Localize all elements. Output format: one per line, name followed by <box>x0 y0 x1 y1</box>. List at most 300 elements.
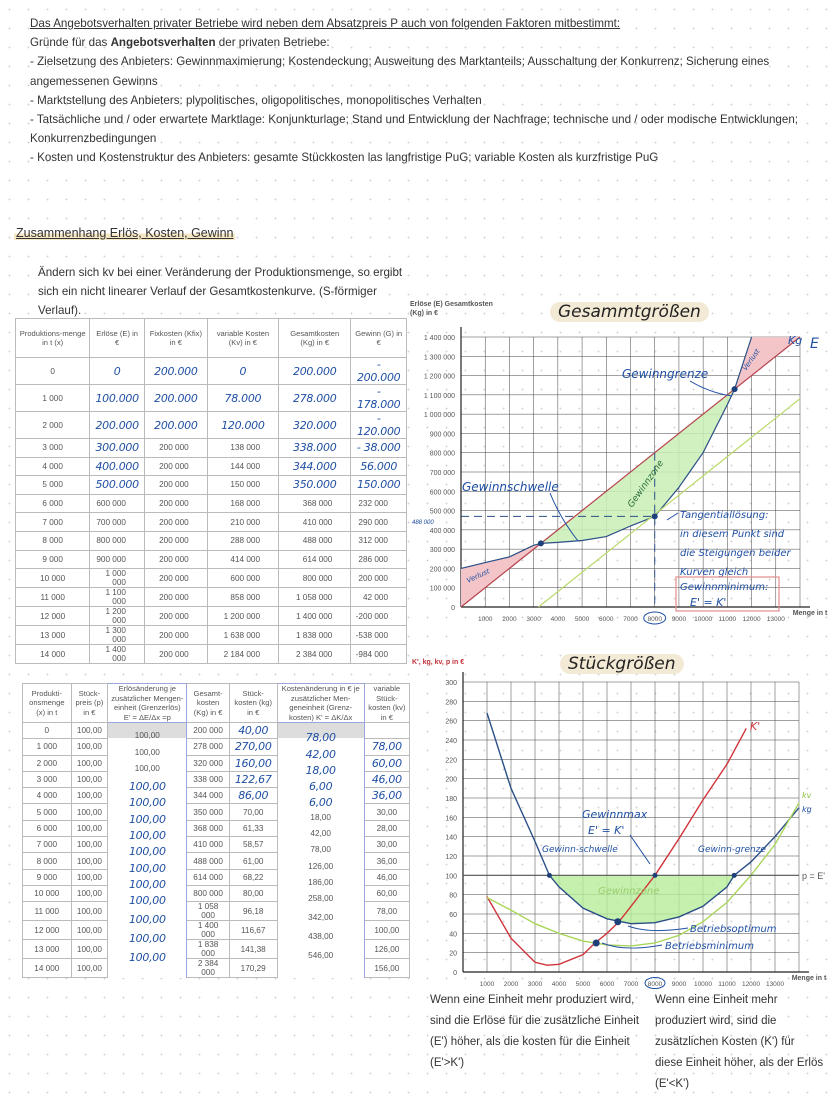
table-cell: 210 000 <box>207 513 278 532</box>
annotation: kg <box>802 805 812 814</box>
unit-chart-title: Stückgrößen <box>560 654 684 674</box>
annotation: Gewinnminimum: <box>680 582 769 593</box>
table-cell: 4 000 <box>16 457 90 476</box>
table-row <box>16 513 407 532</box>
table-cell-x: 1 000 <box>23 739 72 755</box>
y-tick-label: 200 000 <box>429 566 455 574</box>
annotation: Verlust <box>741 347 762 373</box>
y-tick-label: 20 <box>449 950 457 958</box>
table-cell: 0 <box>207 358 278 385</box>
table-cell-p: 100,00 <box>71 820 108 836</box>
annotation: Kurven gleich <box>680 567 749 578</box>
y-tick-label: 0 <box>453 970 457 977</box>
table-cell-kg: 141,38 <box>229 940 277 959</box>
total-values-table <box>15 318 407 664</box>
column-header: Erlösänderung je zusätzlicher Mengen-einheit (Grenzerlös) E' = ΔE/Δx =p <box>108 684 187 723</box>
reason-item: - Zielsetzung des Anbieters: Gewinnmaximierung; Kostendeckung; Ausweitung des Marktanteils; Ausschaltung der Konkurrenz; Sicherung eines angemessenen Gewinns <box>30 55 770 88</box>
table-cell: 14 000 <box>16 645 90 664</box>
table-cell-kv: 60,00 <box>364 885 409 901</box>
x-tick-label: 10000 <box>693 981 713 988</box>
y-tick-label: 180 <box>445 796 457 803</box>
table-cell-kg_total: 350 000 <box>187 804 229 820</box>
annotation: kv <box>802 791 812 800</box>
table-cell-kg: 96,18 <box>229 902 277 921</box>
table-cell-kv: 100,00 <box>364 921 409 940</box>
table-cell: 614 000 <box>279 550 351 569</box>
table-cell: 320.000 <box>279 412 351 439</box>
annotation: Gewinn-grenze <box>698 845 766 855</box>
marginal-value: 100,00 <box>128 932 166 946</box>
table-cell-kv: 78,00 <box>364 739 409 755</box>
marginal-value: 100,00 <box>128 877 166 891</box>
table-cell-kg_total: 338 000 <box>187 771 229 787</box>
table-cell: - 178.000 <box>351 385 407 412</box>
section-title: Zusammenhang Erlös, Kosten, Gewinn <box>16 226 234 240</box>
table-cell-kv: 126,00 <box>364 940 409 959</box>
y-tick-label: 600 000 <box>429 489 455 497</box>
y-tick-label: 140 <box>445 834 457 842</box>
table-cell: 100.000 <box>90 385 145 412</box>
table-cell-p: 100,00 <box>71 869 108 885</box>
y-tick-label: 100 <box>445 873 457 881</box>
x-axis-label: Menge in t <box>791 975 827 982</box>
table-cell-x: 2 000 <box>23 755 72 771</box>
arrow <box>667 513 678 520</box>
marginal-value: 18,00 <box>305 763 336 777</box>
y-marker: 488 000 <box>412 520 434 526</box>
table-cell-x: 5 000 <box>23 804 72 820</box>
x-tick-label: 4000 <box>551 981 567 988</box>
table-cell-k <box>277 951 364 978</box>
table-cell: 1 000 000 <box>90 569 145 588</box>
table-cell: 200 000 <box>144 494 207 513</box>
x-tick-label: 11000 <box>718 981 736 988</box>
table-cell-kg: 170,29 <box>229 959 277 978</box>
x-tick-label: 3000 <box>527 981 543 988</box>
y-tick-label: 800 000 <box>429 450 455 458</box>
table-cell-x: 10 000 <box>23 885 72 901</box>
reason-item: - Kosten und Kostenstruktur des Anbieters: gesamte Stückkosten las langfristige PuG; variable Kosten als kurzfristige PuG <box>30 151 659 165</box>
table-cell-kv: 46,00 <box>364 869 409 885</box>
y-tick-label: 120 <box>445 854 457 861</box>
table-cell-p: 100,00 <box>71 940 108 959</box>
y-tick-label: 260 <box>445 718 457 726</box>
total-chart <box>410 298 828 628</box>
table-cell: 200.000 <box>90 412 145 439</box>
table-cell: 200 000 <box>351 569 407 588</box>
section-paragraph: Ändern sich kv bei einer Veränderung der Produktionsmenge, so ergibt sich ein nicht linearer Verlauf der Gesamtkostenkurve. (S-förmiger Verlauf). <box>38 266 403 317</box>
table-cell-kg: 61,00 <box>229 853 277 869</box>
table-cell-kg: 122,67 <box>229 771 277 787</box>
marginal-value: 546,00 <box>308 951 334 961</box>
column-header: Stück-preis (p) in € <box>71 684 108 723</box>
table-cell: 200 000 <box>144 531 207 550</box>
x-tick-label: 12000 <box>741 981 761 988</box>
table-cell: 200 000 <box>144 513 207 532</box>
column-header: Kostenänderung in € je zusätzlicher Men-geneinheit (Grenz-kosten) K' = ΔK/Δx <box>277 684 364 723</box>
table-cell: 1 000 <box>16 385 90 412</box>
column-header: Gesamtkosten (Kg) in € <box>279 319 351 358</box>
table-cell: 0 <box>90 358 145 385</box>
table-cell: 1 838 000 <box>279 626 351 645</box>
table-cell-p: 100,00 <box>71 902 108 921</box>
table-row <box>16 569 407 588</box>
table-cell: 10 000 <box>16 569 90 588</box>
table-cell: 368 000 <box>279 494 351 513</box>
table-cell: 300.000 <box>90 439 145 458</box>
table-row <box>16 385 407 412</box>
table-cell: 288 000 <box>207 531 278 550</box>
table-cell-kg_total: 1 838 000 <box>187 940 229 959</box>
table-cell-e <box>108 951 187 978</box>
y-tick-label: 1 000 000 <box>423 412 455 420</box>
key-point <box>732 386 738 392</box>
table-cell-kg: 61,33 <box>229 820 277 836</box>
unit-chart-svg <box>410 652 828 992</box>
y-tick-label: 0 <box>451 605 455 612</box>
key-point <box>653 873 658 878</box>
y-tick-label: 200 <box>445 776 457 784</box>
y-tick-label: 1 400 000 <box>423 335 455 342</box>
marginal-value: 100,00 <box>128 845 166 859</box>
x-tick-label: 12000 <box>742 616 761 623</box>
x-tick-label: 2000 <box>503 981 519 988</box>
marginal-value: 100,00 <box>134 731 160 741</box>
x-tick-label: 10000 <box>694 616 713 623</box>
y-tick-label: 300 000 <box>429 547 455 555</box>
table-cell: 400.000 <box>90 457 145 476</box>
table-cell-kg: 86,00 <box>229 788 277 804</box>
table-cell: 344.000 <box>279 457 351 476</box>
x-tick-label: 1000 <box>479 981 495 988</box>
y-tick-label: 1 200 000 <box>423 373 455 381</box>
table-cell-kg_total: 410 000 <box>187 837 229 853</box>
table-cell-x: 6 000 <box>23 820 72 836</box>
table-cell: 42 000 <box>351 588 407 607</box>
y-tick-label: 280 <box>445 699 457 707</box>
column-header: Gesamt-kosten (Kg) in € <box>187 684 229 723</box>
table-cell-p: 100,00 <box>71 739 108 755</box>
column-header: Erlöse (E) in € <box>90 319 145 358</box>
table-cell: 200 000 <box>144 439 207 458</box>
table-cell-kv: 36,00 <box>364 788 409 804</box>
reasons-suffix: der privaten Betriebe: <box>215 36 330 50</box>
table-cell: 200.000 <box>144 412 207 439</box>
table-row <box>16 550 407 569</box>
table-cell: 1 100 000 <box>90 588 145 607</box>
note-right: Wenn eine Einheit mehr produziert wird, sind die zusätzlichen Kosten (K') für diese Einheit höher, als der Erlös (E'<K') <box>655 994 824 1090</box>
annotation: Gewinnschwelle <box>462 480 559 494</box>
table-cell: 120.000 <box>207 412 278 439</box>
annotation: E' = K' <box>690 596 727 609</box>
reasons-bold: Angebotsverhalten <box>110 36 216 50</box>
table-cell: 56.000 <box>351 457 407 476</box>
table-cell: 500.000 <box>90 476 145 495</box>
table-cell: 800 000 <box>279 569 351 588</box>
y-tick-label: 60 <box>449 912 457 919</box>
table-cell: -538 000 <box>351 626 407 645</box>
table-cell-kg: 270,00 <box>229 739 277 755</box>
table-cell: 700 000 <box>90 513 145 532</box>
table-cell: 168 000 <box>207 494 278 513</box>
marginal-value: 100,00 <box>134 747 160 757</box>
table-cell: - 38.000 <box>351 439 407 458</box>
table-cell: 800 000 <box>90 531 145 550</box>
table-cell: 200.000 <box>279 358 351 385</box>
table-row <box>16 412 407 439</box>
table-cell: 286 000 <box>351 550 407 569</box>
table-cell-kv: 36,00 <box>364 853 409 869</box>
table-cell: 232 000 <box>351 494 407 513</box>
table-cell-x: 11 000 <box>23 902 72 921</box>
column-header: variable Kosten (Kv) in € <box>207 319 278 358</box>
x-tick-label: 9000 <box>671 616 687 623</box>
table-cell-x: 7 000 <box>23 837 72 853</box>
table-cell: 338.000 <box>279 439 351 458</box>
table-cell: 200 000 <box>144 476 207 495</box>
table-cell: 1 200 000 <box>207 607 278 626</box>
x-tick-label: 4000 <box>550 616 566 623</box>
intro-heading: Das Angebotsverhalten privater Betriebe wird neben dem Absatzpreis P auch von folgenden Faktoren mitbestimmt: <box>30 17 621 30</box>
x-tick-label: 3000 <box>526 616 541 623</box>
table-cell: 150 000 <box>207 476 278 495</box>
x-axis-label: Menge in t <box>792 610 828 617</box>
table-cell: 600 000 <box>207 569 278 588</box>
table-cell-p: 100,00 <box>71 921 108 940</box>
key-point <box>538 540 544 546</box>
marginal-value: 100,00 <box>128 812 166 826</box>
table-cell-x: 13 000 <box>23 940 72 959</box>
y-tick-label: 700 000 <box>429 470 455 477</box>
x-tick-label: 1000 <box>477 616 493 623</box>
table-cell: 1 638 000 <box>207 626 278 645</box>
reasons-line <box>30 33 810 52</box>
column-header: variable Stück-kosten (kv) in € <box>364 684 409 723</box>
annotation: Kg <box>788 334 803 347</box>
x-tick-label: 2000 <box>502 616 517 623</box>
table-cell-kg: 58,57 <box>229 837 277 853</box>
gain-zone-area <box>549 875 734 923</box>
annotation: E' = K' <box>588 824 625 837</box>
table-cell-kv: 78,00 <box>364 902 409 921</box>
table-cell: 200.000 <box>144 358 207 385</box>
table-cell: 6 000 <box>16 494 90 513</box>
marginal-value: 18,00 <box>310 812 331 822</box>
table-cell: 13 000 <box>16 626 90 645</box>
annotation: Gewinnmax <box>582 808 648 821</box>
table-cell: 312 000 <box>351 531 407 550</box>
table-cell: 200 000 <box>144 569 207 588</box>
table-cell-kg_total: 278 000 <box>187 739 229 755</box>
marginal-value: 42,00 <box>305 747 336 761</box>
table-row <box>16 358 407 385</box>
x-tick-label: 6000 <box>599 981 615 988</box>
annotation: Gewinnzone <box>626 458 667 510</box>
table-row <box>16 626 407 645</box>
marginal-value: 342,00 <box>308 913 334 923</box>
total-chart-svg <box>410 298 828 628</box>
marginal-value: 100,00 <box>134 763 160 773</box>
table-cell-x: 12 000 <box>23 921 72 940</box>
x-tick-label: 5000 <box>575 981 591 988</box>
table-cell: 200 000 <box>144 626 207 645</box>
table-cell: 2 184 000 <box>207 645 278 664</box>
table-cell: 78.000 <box>207 385 278 412</box>
table-cell-kg_total: 1 400 000 <box>187 921 229 940</box>
table-cell-kv: 30,00 <box>364 804 409 820</box>
y-tick-label: 40 <box>449 931 457 939</box>
annotation: Gewinngrenze <box>622 367 709 381</box>
key-point <box>547 873 552 878</box>
table-cell: 1 400 000 <box>279 607 351 626</box>
annotation: Betriebsoptimum <box>690 924 777 935</box>
x-tick-label: 9000 <box>671 981 687 988</box>
table-cell-kv: 28,00 <box>364 820 409 836</box>
table-row <box>16 588 407 607</box>
x-tick-label: 5000 <box>574 616 590 623</box>
column-header: Stück-kosten (kg) in € <box>229 684 277 723</box>
total-chart-y-axis-label: Erlöse (E) Gesamtkosten (Kg) in € <box>410 301 493 317</box>
table-cell: 200.000 <box>144 385 207 412</box>
table-cell: 290 000 <box>351 513 407 532</box>
table-row <box>16 439 407 458</box>
table-cell-kg: 40,00 <box>229 723 277 739</box>
x-tick-label: 7000 <box>623 616 638 623</box>
x-tick-label: 13000 <box>765 981 785 988</box>
table-cell-p: 100,00 <box>71 959 108 978</box>
table-cell: 1 200 000 <box>90 607 145 626</box>
table-cell: -200 000 <box>351 607 407 626</box>
marginal-value: 100,00 <box>128 861 166 875</box>
table-cell: 12 000 <box>16 607 90 626</box>
y-tick-label: 300 <box>445 680 457 687</box>
marginal-value: 100,00 <box>128 913 166 927</box>
arrow <box>630 835 650 864</box>
y-tick-label: 1 300 000 <box>423 354 455 362</box>
y-axis-label: K', kg, kv, p in € <box>412 659 465 666</box>
marginal-value: 100,00 <box>128 951 166 965</box>
marginal-value: 100,00 <box>128 796 166 810</box>
table-cell: 8 000 <box>16 531 90 550</box>
column-header: Gewinn (G) in € <box>351 319 407 358</box>
table-cell: 278.000 <box>279 385 351 412</box>
y-tick-label: 1 100 000 <box>423 392 455 400</box>
table-cell-kg_total: 320 000 <box>187 755 229 771</box>
column-header: Produkti-onsmenge (x) in t <box>23 684 72 723</box>
marginal-value: 6,00 <box>309 796 333 810</box>
table-cell: 144 000 <box>207 457 278 476</box>
marginal-value: 100,00 <box>128 829 166 843</box>
annotation: Verlust <box>465 567 491 585</box>
y-tick-label: 100 000 <box>429 585 455 593</box>
y-tick-label: 240 <box>445 738 457 745</box>
table-cell: 414 000 <box>207 550 278 569</box>
y-tick-label: 160 <box>445 815 457 823</box>
unit-chart <box>410 652 828 992</box>
table-cell-p: 100,00 <box>71 755 108 771</box>
table-cell-p: 100,00 <box>71 804 108 820</box>
key-point <box>614 918 621 925</box>
table-cell: 200 000 <box>144 457 207 476</box>
table-cell-x: 8 000 <box>23 853 72 869</box>
table-cell: 2 000 <box>16 412 90 439</box>
table-cell: 11 000 <box>16 588 90 607</box>
table-cell: 900 000 <box>90 550 145 569</box>
marginal-value: 78,00 <box>310 845 331 855</box>
table-row <box>16 531 407 550</box>
table-cell-kg: 68,22 <box>229 869 277 885</box>
table-row <box>23 959 410 978</box>
marginal-value: 6,00 <box>309 780 333 794</box>
table-cell: 5 000 <box>16 476 90 495</box>
table-cell: 410 000 <box>279 513 351 532</box>
table-cell: 9 000 <box>16 550 90 569</box>
x-tick-label: 8000 <box>647 981 663 988</box>
table-cell-x: 3 000 <box>23 771 72 787</box>
table-cell-kg_total: 200 000 <box>187 723 229 739</box>
table-cell-kg: 70,00 <box>229 804 277 820</box>
table-cell: 600 000 <box>90 494 145 513</box>
reasons-prefix: Gründe für das <box>30 36 111 50</box>
table-cell-kv <box>364 723 409 739</box>
table-cell: 200 000 <box>144 550 207 569</box>
table-cell-kg_total: 344 000 <box>187 788 229 804</box>
x-tick-label: 8000 <box>647 616 662 623</box>
table-row <box>16 645 407 664</box>
marginal-value: 126,00 <box>308 861 334 871</box>
table-cell-p: 100,00 <box>71 788 108 804</box>
table-cell: 0 <box>16 358 90 385</box>
table-cell-kg_total: 488 000 <box>187 853 229 869</box>
table-cell-kg: 80,00 <box>229 885 277 901</box>
marginal-value: 186,00 <box>308 877 334 887</box>
annotation: in diesem Punkt sind <box>680 529 785 540</box>
table-cell-p: 100,00 <box>71 853 108 869</box>
unit-values-table <box>22 683 410 978</box>
table-cell: 150.000 <box>351 476 407 495</box>
x-tick-label: 11000 <box>718 616 737 623</box>
x-tick-label: 7000 <box>623 981 639 988</box>
annotation: E <box>810 336 819 352</box>
total-chart-title: Gesammtgrößen <box>550 302 709 322</box>
intro-text <box>30 14 810 168</box>
reason-item: - Tatsächliche und / oder erwartete Marktlage: Konjunkturlage; Stand und Entwicklung der Nachfrage; technische und / oder modische Entwicklungen; Konkurrenzbedingungen <box>30 113 798 146</box>
column-header: Produktions-menge in t (x) <box>16 319 90 358</box>
table-row <box>16 476 407 495</box>
marginal-value: 78,00 <box>305 731 336 745</box>
table-cell: 1 058 000 <box>279 588 351 607</box>
y-tick-label: 80 <box>449 892 457 900</box>
table-cell-kv: 60,00 <box>364 755 409 771</box>
table-row <box>16 494 407 513</box>
marginal-value: 258,00 <box>308 894 334 904</box>
table-cell-kg_total: 1 058 000 <box>187 902 229 921</box>
table-cell: 200 000 <box>144 588 207 607</box>
table-cell-kg_total: 614 000 <box>187 869 229 885</box>
marginal-value: 438,00 <box>308 932 334 942</box>
annotation: Betriebsminimum <box>665 941 754 952</box>
table-cell-x: 4 000 <box>23 788 72 804</box>
table-cell-x: 9 000 <box>23 869 72 885</box>
table-cell-kv: 30,00 <box>364 837 409 853</box>
marginal-value: 100,00 <box>128 780 166 794</box>
x-tick-label: 6000 <box>599 616 614 623</box>
table-cell-p: 100,00 <box>71 771 108 787</box>
table-cell-kg_total: 2 384 000 <box>187 959 229 978</box>
table-cell: 7 000 <box>16 513 90 532</box>
table-cell-kv: 46,00 <box>364 771 409 787</box>
p-line-label: p = E' <box>802 871 825 881</box>
